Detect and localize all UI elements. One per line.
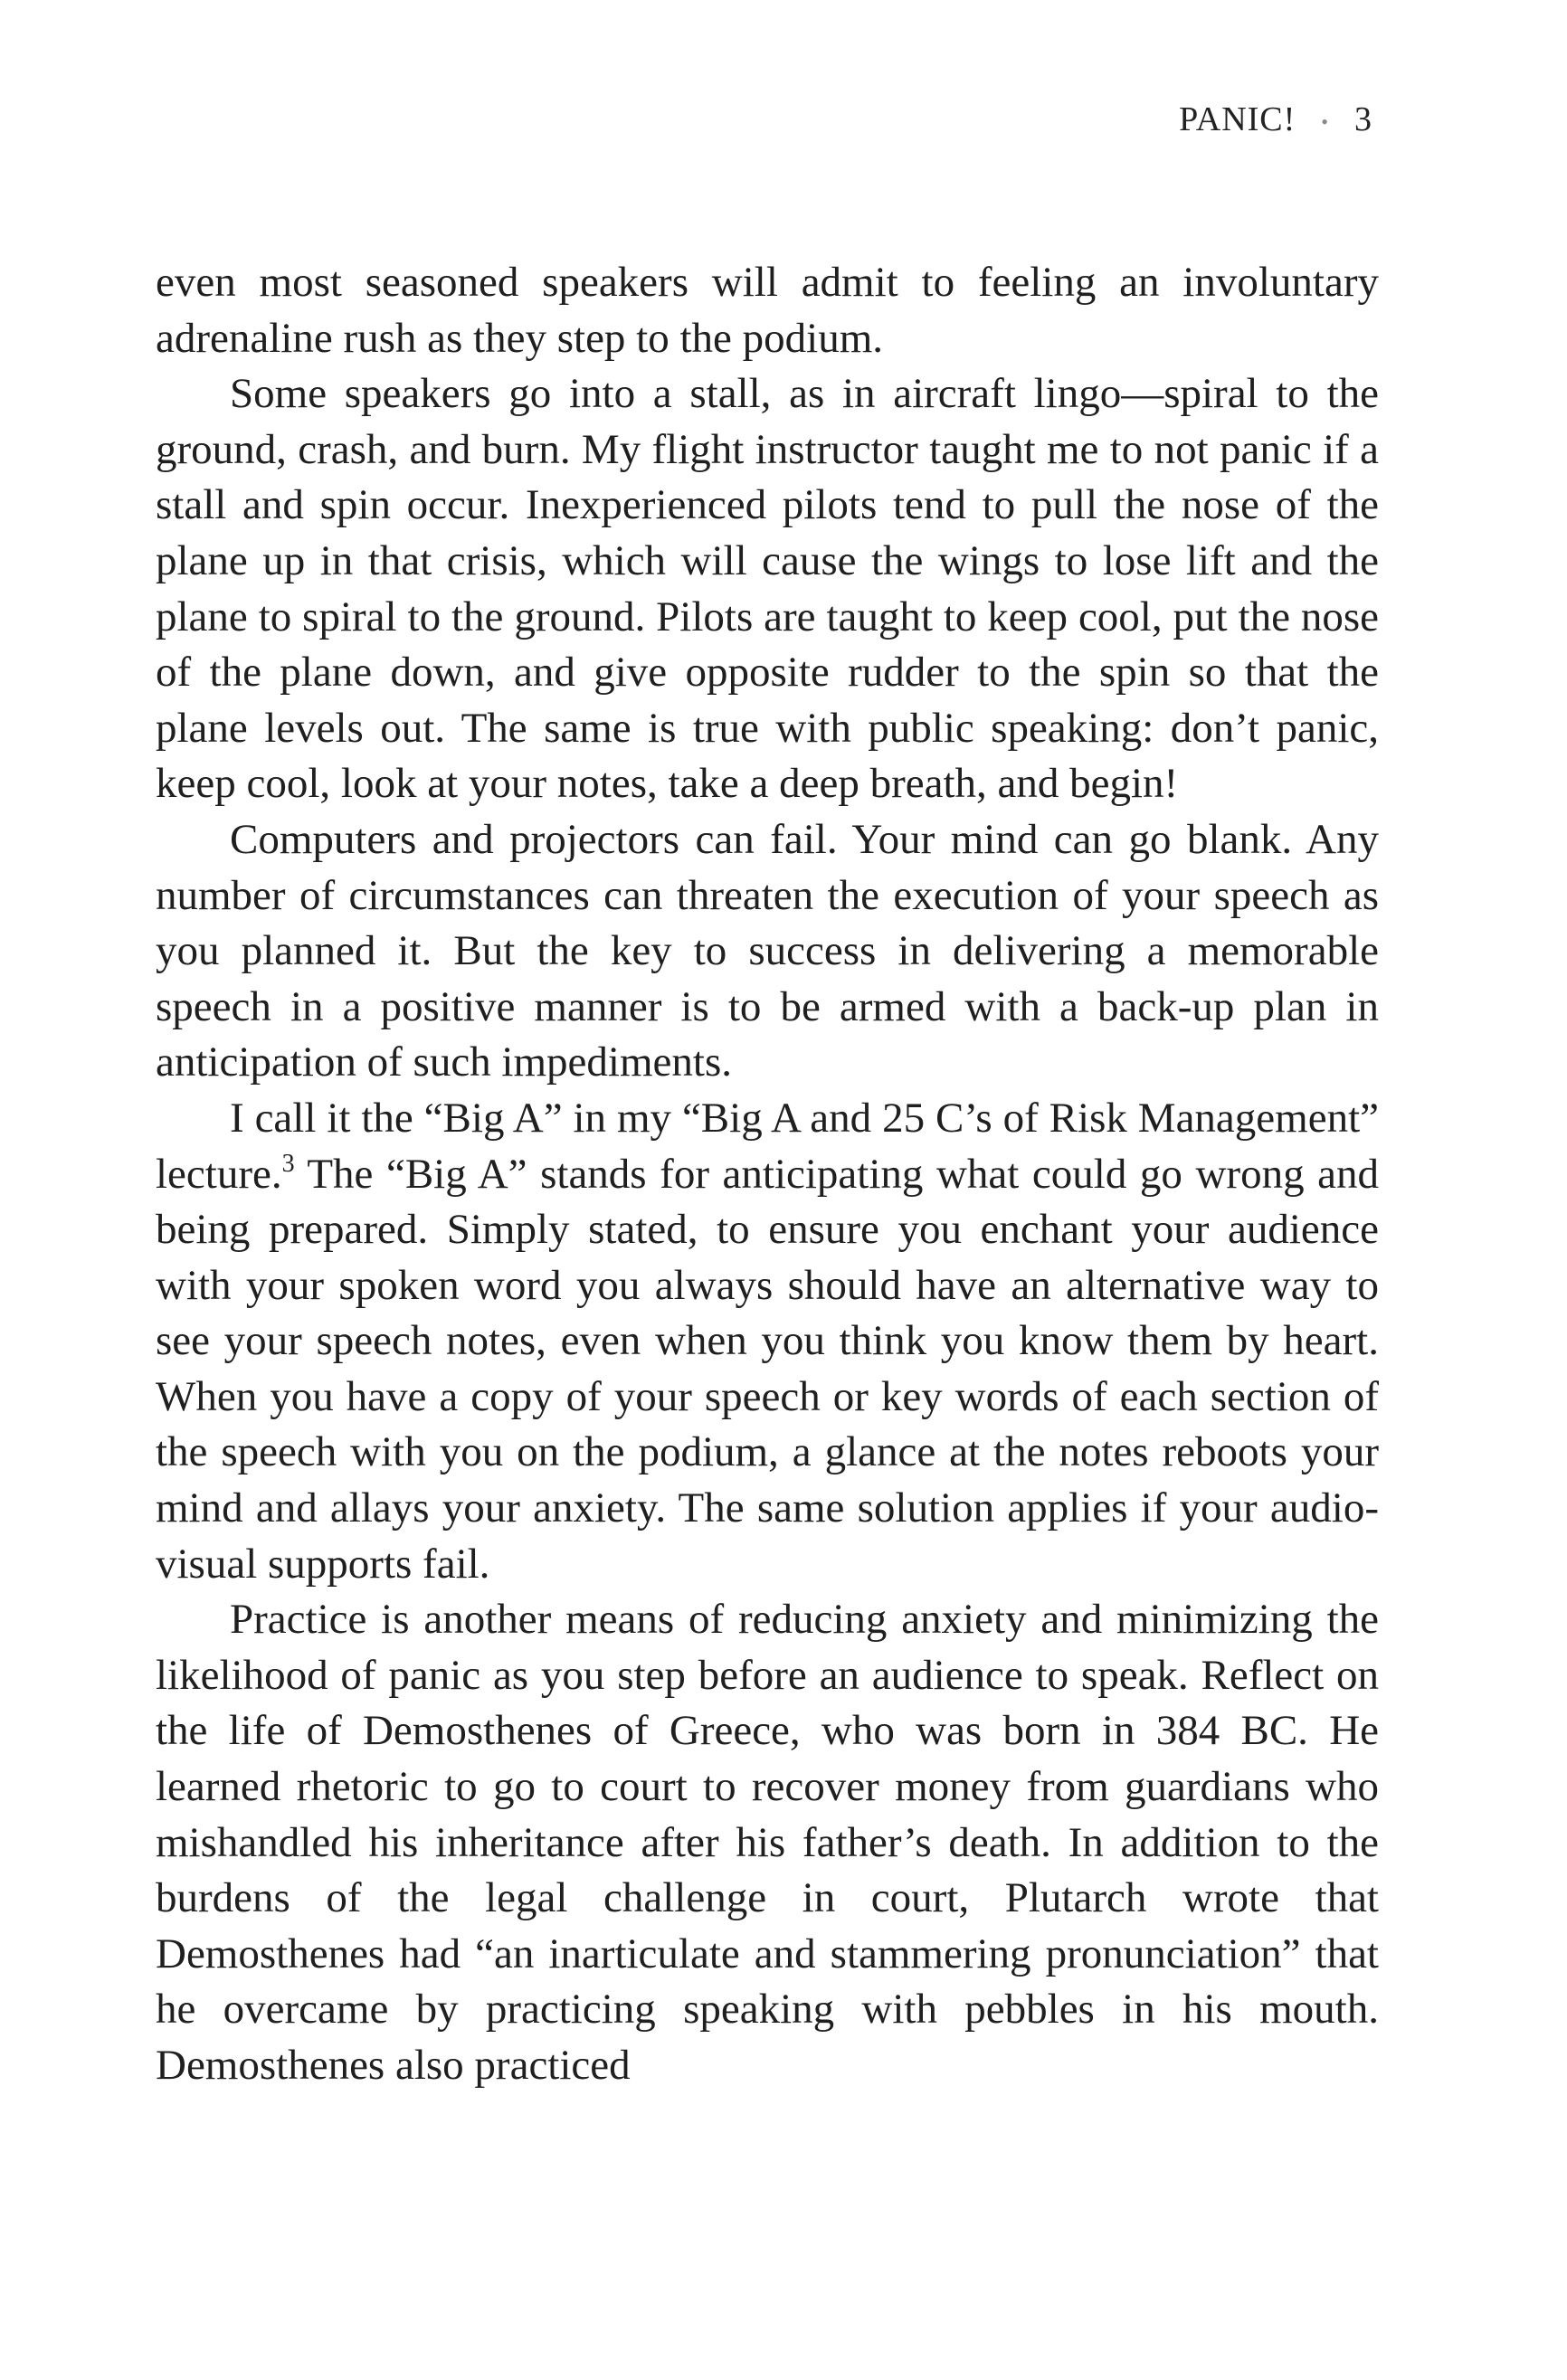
paragraph: Computers and projectors can fail. Your mind can go blank. Any number of circumstances can threaten the execution of your speech as you planned it. But the key to success in delivering a memorable speech in a positive manner is to be armed with a back-up plan in anticipation of such impediments.: [156, 815, 1379, 1086]
paragraph: Practice is another means of reducing anxiety and minimizing the likelihood of panic as you step before an audience to speak. Reflect on the life of Demosthenes of Greece, who was born in 384 BC. He learned rhetoric to go to court to recover money from guardians who mishandled his inheritance after his father’s death. In addition to the burdens of the legal challenge in court, Plutarch wrote that Demosthenes had “an inarticulate and stammering pronunciation” that he overcame by practicing speaking with pebbles in his mouth. Demosthenes also practiced: [156, 1596, 1379, 2089]
paragraph: Some speakers go into a stall, as in aircraft lingo—spiral to the ground, crash, and burn. My flight instructor taught me to not panic if a stall and spin occur. Inexperienced pilots tend to pull the nose of the plane up in that crisis, which will cause the wings to lose lift and the plane to spiral to the ground. Pilots are taught to keep cool, put the nose of the plane down, and give opposite rudder to the spin so that the plane levels out. The same is true with public speaking: don’t panic, keep cool, look at your notes, take a deep breath, and begin!: [156, 370, 1379, 808]
paragraph: [156, 1091, 1379, 1592]
paragraph-text: The “Big A” stands for anticipating what could go wrong and being prepared. Simply stated, to ensure you enchant your audience with your spoken word you always should have an alternative way to see your speech notes, even when you think you know them by heart. When you have a copy of your speech or key words of each section of the speech with you on the podium, a glance at the notes reboots your mind and allays your anxiety. The same solution applies if your audio-visual supports fail.: [156, 1150, 1379, 1588]
paragraph-text: I call it the “Big A” in my “Big A and 25 C’s of Risk Management” lecture.: [156, 1094, 1379, 1198]
header-separator: •: [1321, 110, 1329, 134]
running-title: PANIC!: [1179, 100, 1296, 138]
paragraph: even most seasoned speakers will admit to feeling an involuntary adrenaline rush as they step to the podium.: [156, 259, 1379, 362]
page-number: 3: [1354, 100, 1372, 138]
running-header: [1179, 100, 1372, 139]
body-text: [156, 255, 1379, 2094]
footnote-reference: 3: [281, 1149, 295, 1178]
